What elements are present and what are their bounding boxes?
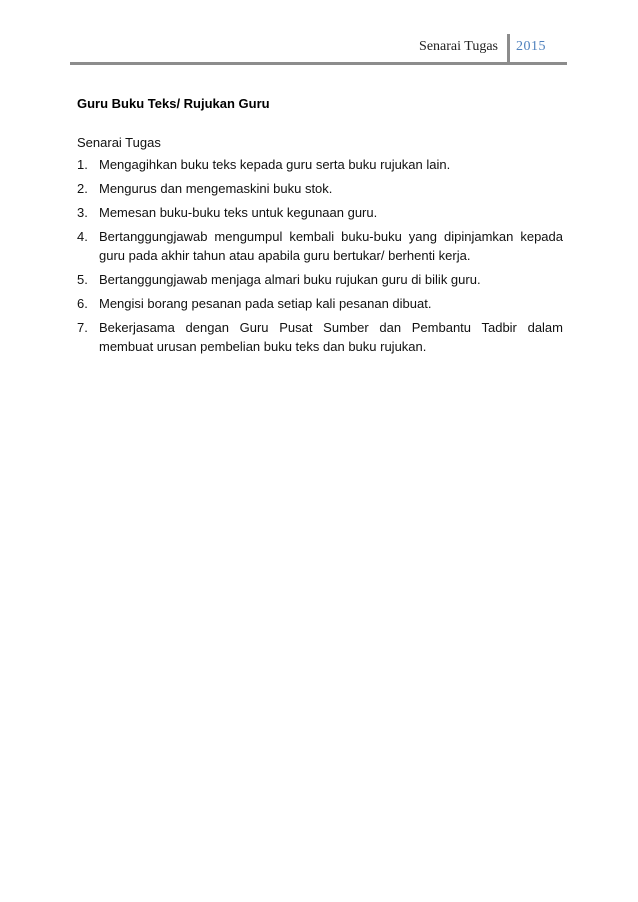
task-item-3 (77, 203, 563, 222)
task-number: 1. (77, 157, 88, 172)
task-number: 4. (77, 229, 88, 244)
header-year: 2015 (516, 39, 546, 54)
task-number: 6. (77, 296, 88, 311)
task-list-title: Senarai Tugas (77, 135, 161, 150)
task-item-4 (77, 227, 563, 265)
header-rule (70, 62, 567, 65)
task-item-7 (77, 318, 563, 356)
task-text: Mengisi borang pesanan pada setiap kali pesanan dibuat. (99, 296, 432, 311)
document-heading: Guru Buku Teks/ Rujukan Guru (77, 96, 270, 111)
task-text: Bekerjasama dengan Guru Pusat Sumber dan Pembantu Tadbir dalam membuat urusan pembelian buku teks dan buku rujukan. (99, 320, 563, 354)
header-divider (507, 34, 510, 63)
task-number: 5. (77, 272, 88, 287)
task-text: Mengagihkan buku teks kepada guru serta buku rujukan lain. (99, 157, 451, 172)
task-text: Memesan buku-buku teks untuk kegunaan guru. (99, 205, 378, 220)
header-title: Senarai Tugas (419, 39, 498, 54)
task-item-6 (77, 294, 563, 313)
task-list (77, 155, 563, 361)
task-text: Bertanggungjawab menjaga almari buku rujukan guru di bilik guru. (99, 272, 481, 287)
task-text: Mengurus dan mengemaskini buku stok. (99, 181, 333, 196)
task-number: 2. (77, 181, 88, 196)
task-item-5 (77, 270, 563, 289)
task-item-2 (77, 179, 563, 198)
task-number: 7. (77, 320, 88, 335)
task-number: 3. (77, 205, 88, 220)
task-text: Bertanggungjawab mengumpul kembali buku-buku yang dipinjamkan kepada guru pada akhir tahun atau apabila guru bertukar/ berhenti kerja. (99, 229, 563, 263)
task-item-1 (77, 155, 563, 174)
